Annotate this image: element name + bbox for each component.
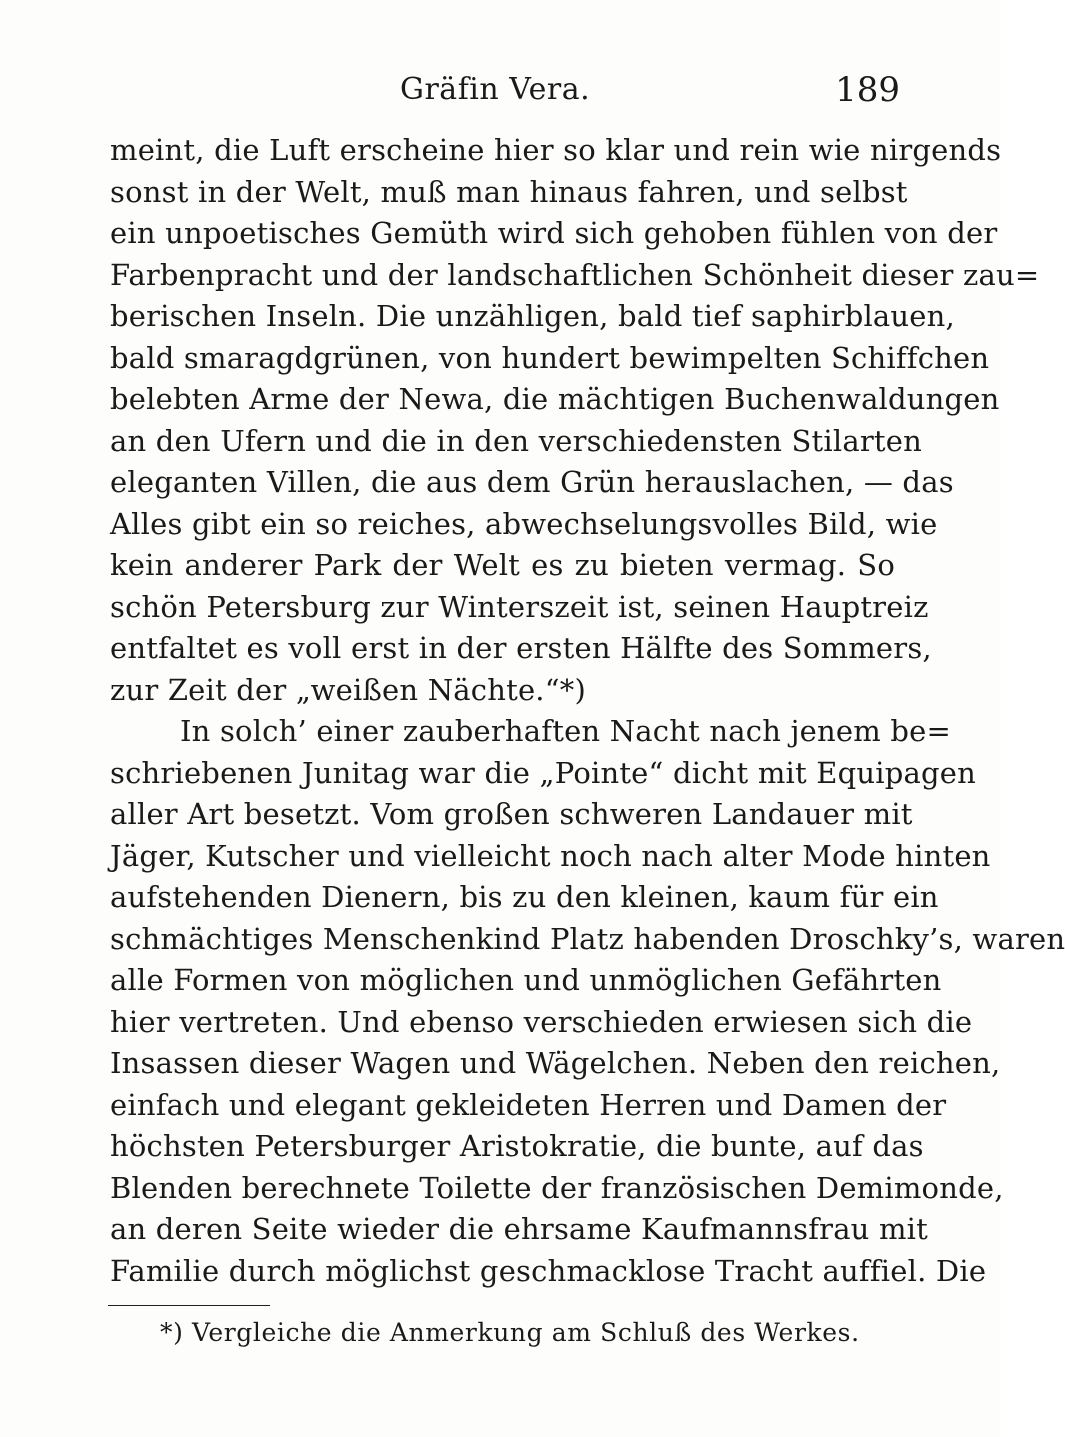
text-line: sonst in der Welt, muß man hinaus fahren, und selbst — [110, 174, 908, 209]
text-line: Farbenpracht und der landschaftlichen Schönheit dieser zau= — [110, 257, 1040, 292]
running-head — [110, 64, 900, 108]
footnote: *) Vergleiche die Anmerkung am Schluß des Werkes. — [160, 1318, 860, 1347]
text-line: meint, die Luft erscheine hier so klar und rein wie nirgends — [110, 133, 1002, 167]
footnote-divider — [108, 1305, 270, 1306]
text-line: schmächtiges Menschenkind Platz habenden Droschky’s, waren — [110, 921, 1065, 956]
text-line: Jäger, Kutscher und vielleicht noch nach alter Mode hinten — [110, 838, 991, 873]
text-line: alle Formen von möglichen und unmöglichen Gefährten — [110, 963, 942, 997]
text-line: Insassen dieser Wagen und Wägelchen. Neben den reichen, — [110, 1046, 1001, 1080]
text-line: aller Art besetzt. Vom großen schweren Landauer mit — [110, 797, 913, 831]
running-title: Gräfin Vera. — [400, 72, 591, 107]
text-line: schriebenen Junitag war die „Pointe“ dicht mit Equipagen — [110, 755, 977, 790]
text-line: bald smaragdgrünen, von hundert bewimpelten Schiffchen — [110, 340, 990, 375]
text-line: an deren Seite wieder die ehrsame Kaufmannsfrau mit — [110, 1212, 929, 1246]
text-line: berischen Inseln. Die unzähligen, bald tief saphirblauen, — [110, 299, 955, 333]
body-text — [110, 130, 1065, 1292]
page-number: 189 — [835, 70, 900, 110]
text-line: ein unpoetisches Gemüth wird sich gehoben fühlen von der — [110, 216, 998, 250]
text-line: höchsten Petersburger Aristokratie, die bunte, auf das — [110, 1129, 924, 1163]
text-line: entfaltet es voll erst in der ersten Hälfte des Sommers, — [110, 631, 932, 665]
text-line: kein anderer Park der Welt es zu bieten vermag. So — [110, 548, 895, 582]
text-line: hier vertreten. Und ebenso verschieden erwiesen sich die — [110, 1004, 973, 1039]
text-line: schön Petersburg zur Winterszeit ist, seinen Hauptreiz — [110, 589, 929, 624]
text-line: eleganten Villen, die aus dem Grün herauslachen, — das — [110, 465, 954, 499]
text-line: an den Ufern und die in den verschiedensten Stilarten — [110, 423, 923, 458]
text-line: aufstehenden Dienern, bis zu den kleinen, kaum für ein — [110, 880, 939, 914]
text-line: Alles gibt ein so reiches, abwechselungsvolles Bild, wie — [110, 506, 938, 541]
text-line: einfach und elegant gekleideten Herren und Damen der — [110, 1087, 947, 1122]
text-line-paragraph-end: zur Zeit der „weißen Nächte.“*) — [110, 672, 586, 707]
text-line: Blenden berechnete Toilette der französischen Demimonde, — [110, 1170, 1004, 1205]
text-line: belebten Arme der Newa, die mächtigen Buchenwaldungen — [110, 382, 1000, 416]
text-line: Familie durch möglichst geschmacklose Tracht auffiel. Die — [110, 1253, 987, 1288]
text-line-paragraph-start: In solch’ einer zauberhaften Nacht nach jenem be= — [180, 714, 952, 748]
